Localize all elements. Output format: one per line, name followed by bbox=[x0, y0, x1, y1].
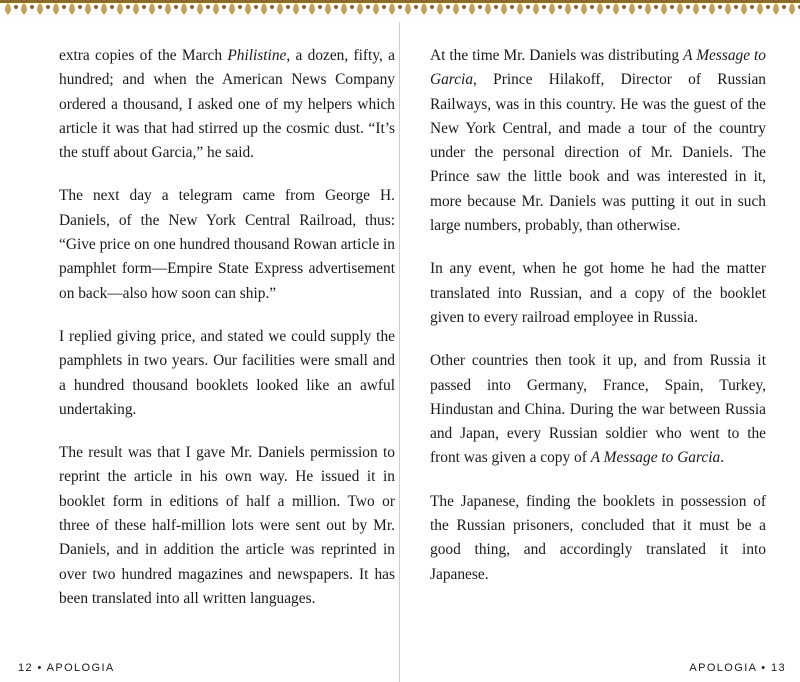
ornament-motif bbox=[197, 3, 210, 15]
ornament-motif bbox=[773, 3, 786, 15]
ornament-motif bbox=[405, 3, 418, 15]
ornament-motif bbox=[261, 3, 274, 15]
ornament-motif bbox=[789, 3, 800, 15]
text-run: I replied giving price, and stated we could supply the pamphlets in two years. Our facilities were small and a hundred thousand booklets looked like an awful undertaking. bbox=[59, 327, 395, 418]
ornament-motif bbox=[101, 3, 114, 15]
ornament-motif bbox=[341, 3, 354, 15]
text-run: , a dozen, fifty, a hundred; and when the American News Company ordered a thousand, I asked one of my helpers which article it was that had stirred up the cosmic dust. “It’s the stuff about Garcia,” he said. bbox=[59, 47, 395, 162]
ornament-motif bbox=[581, 3, 594, 15]
ornament-motif bbox=[245, 3, 258, 15]
right-paragraph-3 bbox=[430, 349, 766, 470]
ornament-motif bbox=[69, 3, 82, 15]
ornament-motif bbox=[629, 3, 642, 15]
ornament-motif bbox=[533, 3, 546, 15]
ornament-motif bbox=[597, 3, 610, 15]
text-run: Other countries then took it up, and from Russia it passed into Germany, France, Spain, Turkey, Hindustan and China. During the war between Russia and Japan, every Russian soldier who went to the front was given a copy of bbox=[430, 352, 766, 467]
ornament-motif bbox=[309, 3, 322, 15]
italic-title: Philistine bbox=[227, 47, 287, 64]
left-paragraph-3 bbox=[59, 325, 395, 422]
ornament-motif bbox=[213, 3, 226, 15]
right-page-folio: APOLOGIA • 13 bbox=[689, 662, 786, 674]
ornament-motif bbox=[725, 3, 738, 15]
ornament-motif bbox=[37, 3, 50, 15]
ornament-motif bbox=[469, 3, 482, 15]
ornament-motif bbox=[357, 3, 370, 15]
ornament-motif bbox=[677, 3, 690, 15]
ornament-motif bbox=[549, 3, 562, 15]
ornament-motif bbox=[117, 3, 130, 15]
ornament-motif bbox=[21, 3, 34, 15]
ornament-motif bbox=[485, 3, 498, 15]
italic-title: A Message to Garcia bbox=[590, 449, 721, 467]
text-run: The Japanese, finding the booklets in possession of the Russian prisoners, concluded that it must be a good thing, and accordingly translated it into Japanese. bbox=[430, 492, 766, 583]
ornament-motif bbox=[501, 3, 514, 15]
text-run: . bbox=[720, 449, 725, 467]
ornament-motif bbox=[693, 3, 706, 15]
ornament-motif bbox=[709, 3, 722, 15]
right-paragraph-1 bbox=[430, 44, 766, 238]
ornament-motif bbox=[165, 3, 178, 15]
italic-title: A Message to Garcia bbox=[430, 47, 766, 89]
ornament-motif bbox=[645, 3, 658, 15]
ornament-motif bbox=[437, 3, 450, 15]
left-page-folio: 12 • APOLOGIA bbox=[18, 662, 115, 674]
ornament-motif bbox=[661, 3, 674, 15]
decorative-header-border bbox=[0, 0, 800, 20]
ornament-motif bbox=[517, 3, 530, 15]
ornament-motif bbox=[85, 3, 98, 15]
text-run: In any event, when he got home he had the matter translated into Russian, and a copy of the booklet given to every railroad employee in Russia. bbox=[430, 260, 766, 326]
text-run: , Prince Hilakoff, Director of Russian Railways, was in this country. He was the guest of the New York Central, and made a tour of the country under the personal direction of Mr. Daniels. The Prince saw the little book and was interested in it, more because Mr. Daniels was putting it out in such large numbers, probably, than otherwise. bbox=[430, 71, 766, 235]
ornament-motif bbox=[133, 3, 146, 15]
ornament-motif bbox=[293, 3, 306, 15]
ornament-motif bbox=[149, 3, 162, 15]
right-page bbox=[430, 44, 766, 606]
ornament-motif bbox=[277, 3, 290, 15]
text-run: The next day a telegram came from George H. Daniels, of the New York Central Railroad, thus: “Give price on one hundred thousand Rowan article in pamphlet form—Empire State Express advertisement on back—also how soon can ship.” bbox=[59, 187, 395, 302]
ornament-motif bbox=[389, 3, 402, 15]
text-run: The result was that I gave Mr. Daniels permission to reprint the article in his own way. He issued it in booklet form in editions of half a million. Two or three of these half-million lots were sent out by Mr. Daniels, and in addition the article was reprinted in over two hundred magazines and newspapers. It has been translated into all written languages. bbox=[59, 444, 395, 607]
left-paragraph-2 bbox=[59, 184, 395, 305]
text-run: extra copies of the March bbox=[59, 47, 228, 64]
ornament-motif bbox=[741, 3, 754, 15]
ornament-motif bbox=[229, 3, 242, 15]
ornament-motif bbox=[181, 3, 194, 15]
ornament-motif bbox=[53, 3, 66, 15]
right-paragraph-4 bbox=[430, 490, 766, 587]
ornament-motif bbox=[565, 3, 578, 15]
book-gutter bbox=[399, 22, 400, 682]
ornament-motif bbox=[757, 3, 770, 15]
left-paragraph-1 bbox=[59, 44, 395, 165]
left-page bbox=[59, 44, 395, 630]
ornament-motif bbox=[373, 3, 386, 15]
ornament-motif bbox=[453, 3, 466, 15]
right-paragraph-2 bbox=[430, 257, 766, 330]
text-run: At the time Mr. Daniels was distributing bbox=[430, 47, 684, 64]
left-paragraph-4 bbox=[59, 441, 395, 611]
ornament-motif bbox=[421, 3, 434, 15]
ornament-pattern bbox=[0, 0, 800, 20]
ornament-motif bbox=[5, 3, 18, 15]
ornament-motif bbox=[613, 3, 626, 15]
ornament-motif bbox=[325, 3, 338, 15]
